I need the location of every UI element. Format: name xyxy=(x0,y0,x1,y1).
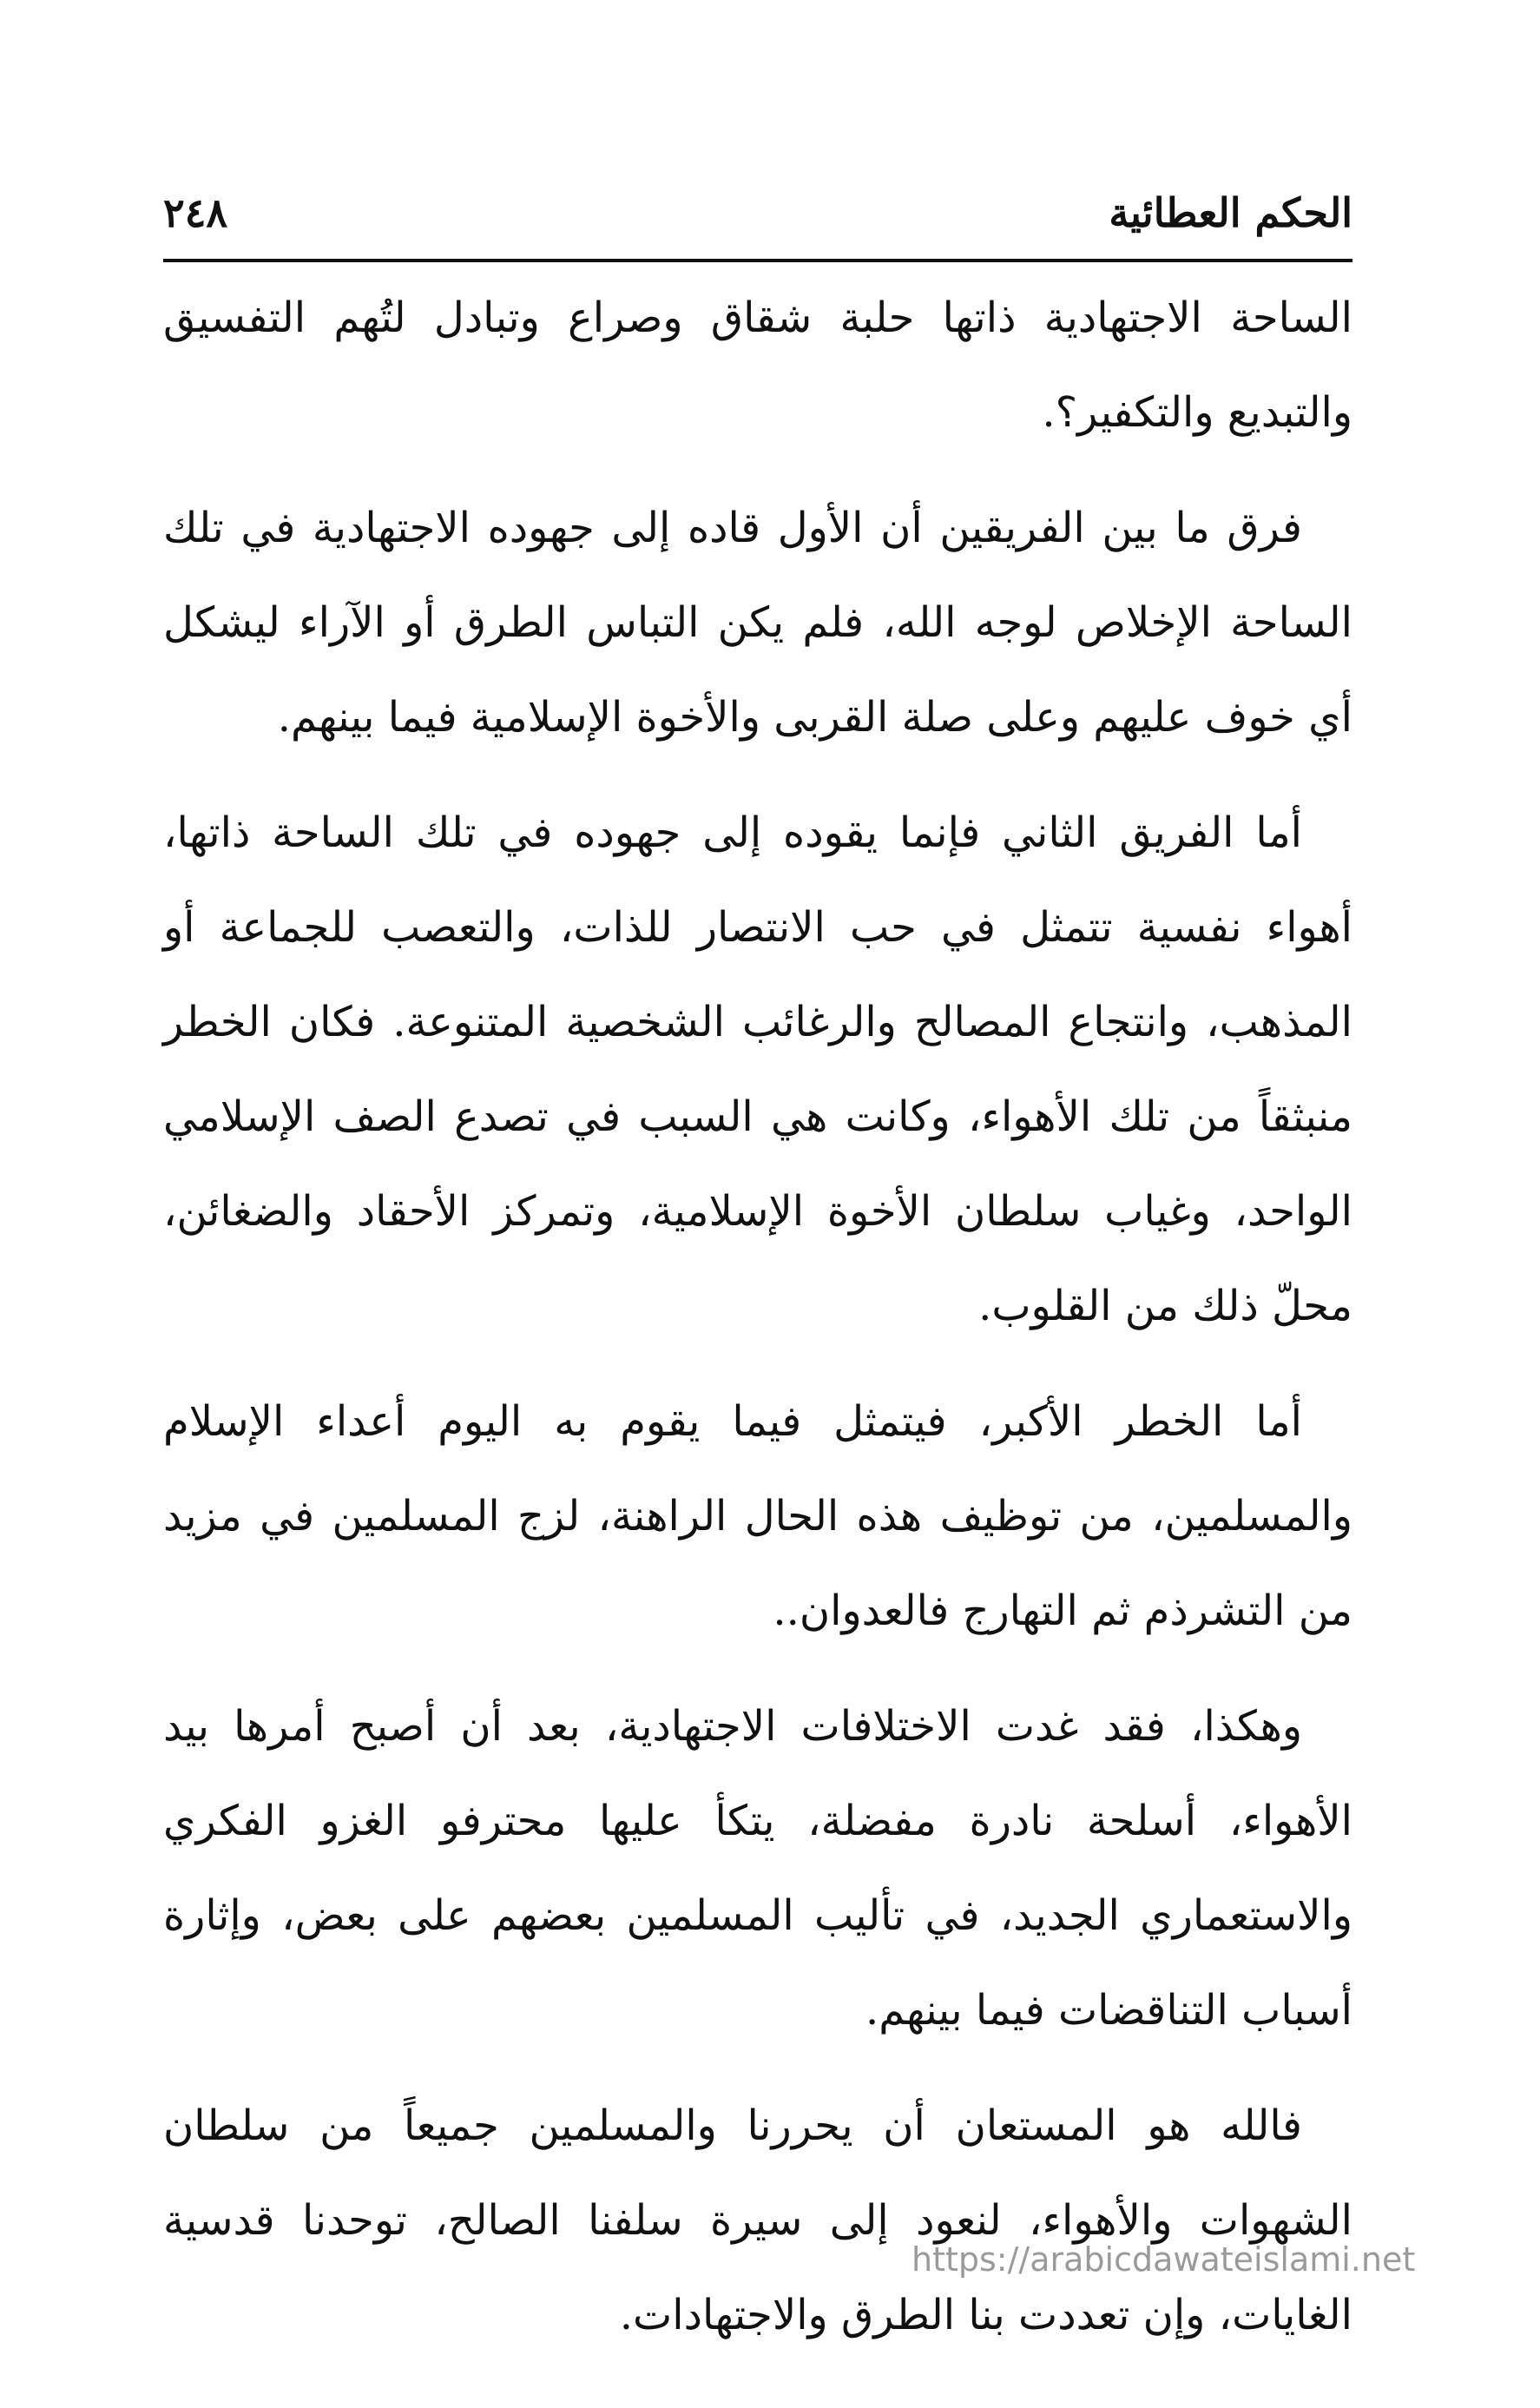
header-divider xyxy=(163,259,1352,262)
page-header xyxy=(163,174,1352,252)
running-title: الحكم العطائية xyxy=(1109,189,1352,236)
paragraph: أما الفريق الثاني فإنما يقوده إلى جهوده في تلك الساحة ذاتها، أهواء نفسية تتمثل في حب الانتصار للذات، والتعصب للجماعة أو المذهب، وانتجاع المصالح والرغائب الشخصية المتنوعة. فكان الخطر منبثقاً من تلك الأهواء، وكانت هي السبب في تصدع الصف الإسلامي الواحد، وغياب سلطان الأخوة الإسلامية، وتمركز الأحقاد والضغائن، محلّ ذلك من القلوب. xyxy=(163,808,1352,1330)
paragraph: أما الخطر الأكبر، فيتمثل فيما يقوم به اليوم أعداء الإسلام والمسلمين، من توظيف هذه الحال الراهنة، لزج المسلمين في مزيد من التشرذم ثم التهارج فالعدوان.. xyxy=(163,1397,1352,1635)
watermark-url: https://arabicdawateislami.net xyxy=(911,2240,1416,2279)
paragraph: وهكذا، فقد غدت الاختلافات الاجتهادية، بعد أن أصبح أمرها بيد الأهواء، أسلحة نادرة مفضلة، يتكأ عليها محترفو الغزو الفكري والاستعماري الجديد، في تأليب المسلمين بعضهم على بعض، وإثارة أسباب التناقضات فيما بينهم. xyxy=(163,1702,1352,2035)
paragraph: فالله هو المستعان أن يحررنا والمسلمين جميعاً من سلطان الشهوات والأهواء، لنعود إلى سيرة سلفنا الصالح، توحدنا قدسية الغايات، وإن تعددت بنا الطرق والاجتهادات. xyxy=(163,2101,1352,2339)
page-number: ٢٤٨ xyxy=(163,189,228,236)
paragraph: الساحة الاجتهادية ذاتها حلبة شقاق وصراع وتبادل لتُهم التفسيق والتبديع والتكفير؟. xyxy=(163,294,1352,437)
paragraph: فرق ما بين الفريقين أن الأول قاده إلى جهوده الاجتهادية في تلك الساحة الإخلاص لوجه الله، فلم يكن التباس الطرق أو الآراء ليشكل أي خوف عليهم وعلى صلة القربى والأخوة الإسلامية فيما بينهم. xyxy=(163,504,1352,742)
page-body xyxy=(163,271,1352,2384)
